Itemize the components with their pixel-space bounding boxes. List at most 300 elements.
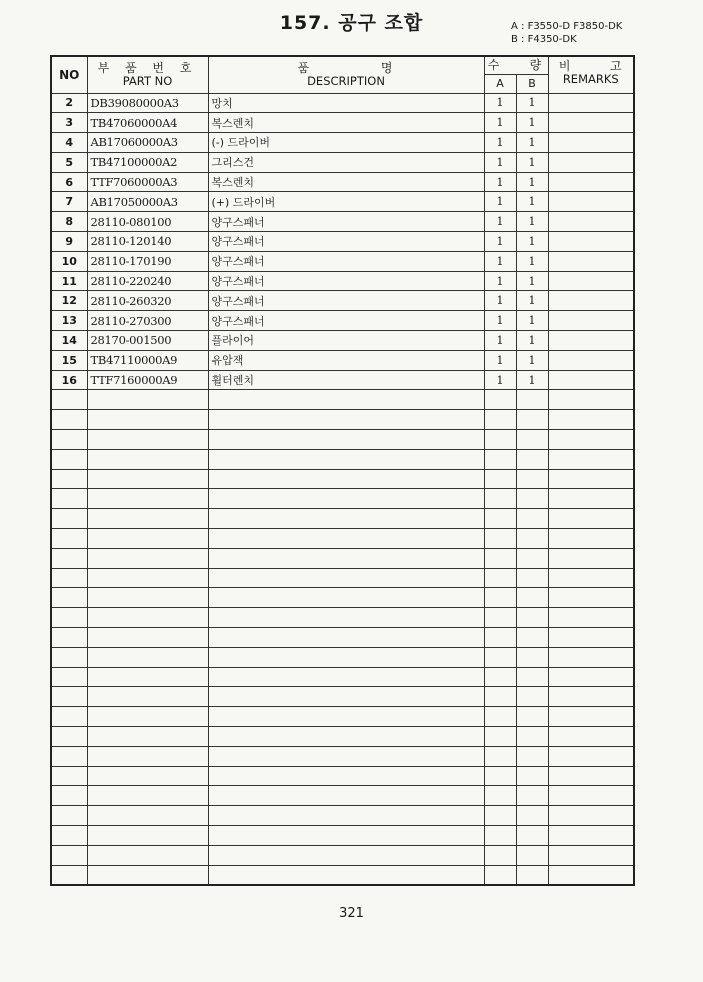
row-remarks [548,390,634,410]
row-part-no [87,865,208,885]
row-qty-b [516,608,548,628]
row-part-no [87,548,208,568]
row-no [51,449,87,469]
row-remarks [548,766,634,786]
row-qty-b [516,687,548,707]
row-remarks [548,509,634,529]
row-qty-a: 1 [484,232,516,252]
row-qty-b: 1 [516,93,548,113]
row-remarks [548,93,634,113]
header-description [208,56,484,93]
row-qty-a [484,628,516,648]
table-row [51,311,634,331]
row-qty-b [516,509,548,529]
table-row [51,331,634,351]
row-part-no: TB47100000A2 [87,152,208,172]
row-description [208,548,484,568]
table-row [51,608,634,628]
row-part-no [87,667,208,687]
row-description: 양구스패너 [208,311,484,331]
row-remarks [548,172,634,192]
row-description: 플라이어 [208,331,484,351]
row-description [208,727,484,747]
header-remarks-en: REMARKS [562,72,619,86]
row-description [208,647,484,667]
table-row [51,548,634,568]
row-part-no [87,687,208,707]
row-part-no [87,786,208,806]
table-row [51,727,634,747]
table-row [51,746,634,766]
row-part-no [87,727,208,747]
row-remarks [548,192,634,212]
table-row [51,469,634,489]
parts-table [50,55,635,886]
header-remarks [548,56,634,93]
header-qty: 수 량 [484,56,548,74]
row-remarks [548,825,634,845]
table-row [51,212,634,232]
row-qty-b [516,390,548,410]
row-qty-b: 1 [516,152,548,172]
row-qty-b [516,529,548,549]
model-legend [511,20,622,46]
table-row [51,766,634,786]
model-legend-b: B : F4350-DK [511,34,577,45]
row-qty-b: 1 [516,113,548,133]
row-part-no [87,647,208,667]
row-remarks [548,133,634,153]
row-remarks [548,529,634,549]
table-row [51,449,634,469]
row-qty-a: 1 [484,370,516,390]
row-description: 휠터렌치 [208,370,484,390]
row-no [51,845,87,865]
row-description: 양구스패너 [208,271,484,291]
row-description [208,806,484,826]
row-remarks [548,667,634,687]
row-remarks [548,331,634,351]
row-part-no [87,529,208,549]
row-qty-a: 1 [484,192,516,212]
row-part-no [87,568,208,588]
row-qty-a [484,390,516,410]
row-part-no [87,746,208,766]
header-qty-b: B [516,74,548,93]
row-qty-a [484,766,516,786]
row-qty-b [516,449,548,469]
row-qty-a [484,568,516,588]
row-no: 2 [51,93,87,113]
row-no [51,825,87,845]
table-row [51,93,634,113]
row-qty-b [516,588,548,608]
table-row [51,489,634,509]
row-remarks [548,449,634,469]
row-remarks [548,647,634,667]
row-no [51,608,87,628]
row-qty-a: 1 [484,172,516,192]
row-qty-a: 1 [484,291,516,311]
header-qty-a: A [484,74,516,93]
row-no: 14 [51,331,87,351]
row-part-no [87,489,208,509]
row-part-no: TTF7160000A9 [87,370,208,390]
row-remarks [548,786,634,806]
row-part-no: 28110-170190 [87,251,208,271]
row-description [208,845,484,865]
row-part-no: TB47110000A9 [87,350,208,370]
page-title: 157. 공구 조합 [279,12,424,34]
row-part-no [87,628,208,648]
header-desc-en: DESCRIPTION [307,74,385,89]
row-qty-a [484,786,516,806]
header-remarks-kr: 비 고 [558,59,623,73]
row-part-no: TB47060000A4 [87,113,208,133]
row-qty-a [484,449,516,469]
row-qty-a: 1 [484,271,516,291]
row-description [208,469,484,489]
row-remarks [548,271,634,291]
row-remarks [548,548,634,568]
row-qty-b [516,568,548,588]
row-part-no [87,845,208,865]
row-remarks [548,350,634,370]
row-qty-b [516,410,548,430]
row-part-no: 28110-080100 [87,212,208,232]
row-part-no: 28110-270300 [87,311,208,331]
row-description [208,746,484,766]
row-no [51,588,87,608]
row-part-no [87,608,208,628]
row-qty-b [516,825,548,845]
row-no [51,687,87,707]
row-no: 7 [51,192,87,212]
row-qty-b: 1 [516,331,548,351]
row-part-no [87,469,208,489]
row-part-no: TTF7060000A3 [87,172,208,192]
row-qty-b: 1 [516,311,548,331]
table-row [51,232,634,252]
row-qty-a: 1 [484,311,516,331]
row-description [208,568,484,588]
row-remarks [548,469,634,489]
row-no [51,865,87,885]
row-remarks [548,806,634,826]
row-no [51,667,87,687]
row-description: 양구스패너 [208,291,484,311]
row-description: 양구스패너 [208,212,484,232]
row-part-no [87,806,208,826]
row-qty-a [484,865,516,885]
row-qty-a: 1 [484,251,516,271]
table-row [51,806,634,826]
row-part-no: 28110-120140 [87,232,208,252]
row-qty-b: 1 [516,192,548,212]
row-qty-a: 1 [484,350,516,370]
row-qty-b: 1 [516,172,548,192]
row-part-no [87,588,208,608]
row-qty-b [516,548,548,568]
row-remarks [548,707,634,727]
row-qty-b [516,707,548,727]
row-qty-a [484,825,516,845]
row-part-no [87,390,208,410]
row-qty-a [484,687,516,707]
row-qty-a [484,647,516,667]
row-qty-b: 1 [516,291,548,311]
row-remarks [548,212,634,232]
table-row [51,192,634,212]
row-no [51,727,87,747]
table-row [51,430,634,450]
row-qty-a: 1 [484,152,516,172]
row-description [208,390,484,410]
row-no: 6 [51,172,87,192]
row-qty-a [484,529,516,549]
row-qty-b [516,430,548,450]
header-part-en: PART NO [122,74,173,89]
header-no: NO [51,56,87,93]
row-remarks [548,113,634,133]
row-qty-b: 1 [516,232,548,252]
row-no [51,707,87,727]
row-description: 유압잭 [208,350,484,370]
table-row [51,707,634,727]
table-row [51,370,634,390]
row-description [208,489,484,509]
row-qty-a [484,509,516,529]
row-qty-a [484,746,516,766]
table-row [51,271,634,291]
row-description [208,865,484,885]
table-row [51,786,634,806]
page-number: 321 [339,906,364,921]
row-no: 13 [51,311,87,331]
row-no: 15 [51,350,87,370]
row-qty-a [484,588,516,608]
row-no [51,410,87,430]
row-no [51,469,87,489]
row-no: 4 [51,133,87,153]
row-part-no [87,449,208,469]
row-remarks [548,291,634,311]
row-remarks [548,628,634,648]
row-description: 복스렌치 [208,113,484,133]
row-qty-b: 1 [516,133,548,153]
row-no: 8 [51,212,87,232]
table-row [51,133,634,153]
row-remarks [548,727,634,747]
table-row [51,251,634,271]
row-remarks [548,410,634,430]
row-description [208,786,484,806]
table-row [51,667,634,687]
row-part-no: AB17060000A3 [87,133,208,153]
row-description [208,687,484,707]
row-description: 망치 [208,93,484,113]
row-qty-b [516,806,548,826]
row-remarks [548,152,634,172]
row-no [51,390,87,410]
row-qty-b [516,766,548,786]
row-description [208,628,484,648]
row-qty-a [484,489,516,509]
row-no: 3 [51,113,87,133]
row-no [51,568,87,588]
row-no [51,430,87,450]
row-part-no: 28110-220240 [87,271,208,291]
table-row [51,687,634,707]
table-row [51,865,634,885]
row-qty-a [484,727,516,747]
row-remarks [548,687,634,707]
row-part-no: 28110-260320 [87,291,208,311]
row-no [51,529,87,549]
row-part-no [87,707,208,727]
table-row [51,568,634,588]
header-desc-kr: 품 명 [297,61,395,76]
model-legend-a: A : F3550-D F3850-DK [511,21,623,32]
table-row [51,390,634,410]
table-row [51,647,634,667]
row-part-no [87,410,208,430]
row-description [208,588,484,608]
parts-rows [51,93,634,885]
row-qty-b [516,786,548,806]
row-no [51,746,87,766]
row-remarks [548,568,634,588]
row-qty-b [516,469,548,489]
row-qty-a [484,548,516,568]
row-description [208,707,484,727]
table-row [51,291,634,311]
row-qty-a [484,410,516,430]
table-row [51,113,634,133]
row-remarks [548,489,634,509]
row-qty-b: 1 [516,271,548,291]
row-no: 5 [51,152,87,172]
row-qty-a: 1 [484,133,516,153]
row-qty-a: 1 [484,113,516,133]
row-qty-a: 1 [484,212,516,232]
row-qty-b: 1 [516,212,548,232]
row-remarks [548,865,634,885]
row-description: 복스렌치 [208,172,484,192]
row-description [208,608,484,628]
row-description [208,449,484,469]
row-qty-a [484,845,516,865]
row-remarks [548,845,634,865]
header-part-kr: 부 품 번 호 [97,61,198,76]
row-no: 11 [51,271,87,291]
row-remarks [548,232,634,252]
row-no [51,628,87,648]
row-remarks [548,370,634,390]
row-qty-a [484,430,516,450]
row-qty-b [516,727,548,747]
row-description [208,766,484,786]
row-no: 12 [51,291,87,311]
row-no: 16 [51,370,87,390]
row-no [51,766,87,786]
row-qty-a [484,469,516,489]
row-description [208,667,484,687]
row-part-no: DB39080000A3 [87,93,208,113]
header-part-no [87,56,208,93]
row-description: (+) 드라이버 [208,192,484,212]
table-row [51,825,634,845]
row-qty-b [516,667,548,687]
row-description [208,825,484,845]
row-remarks [548,251,634,271]
row-qty-a [484,707,516,727]
row-description: 양구스패너 [208,232,484,252]
row-description [208,430,484,450]
row-no [51,786,87,806]
row-remarks [548,430,634,450]
row-no: 10 [51,251,87,271]
row-qty-b [516,746,548,766]
row-remarks [548,311,634,331]
row-no: 9 [51,232,87,252]
table-row [51,529,634,549]
row-qty-a [484,667,516,687]
row-description: (-) 드라이버 [208,133,484,153]
row-qty-b: 1 [516,350,548,370]
table-row [51,172,634,192]
row-remarks [548,608,634,628]
row-qty-b [516,489,548,509]
table-row [51,628,634,648]
row-qty-b: 1 [516,251,548,271]
table-row [51,509,634,529]
row-description: 그리스건 [208,152,484,172]
row-part-no: 28170-001500 [87,331,208,351]
table-row [51,152,634,172]
row-description [208,529,484,549]
table-row [51,588,634,608]
row-qty-b [516,865,548,885]
row-part-no [87,509,208,529]
row-qty-a [484,806,516,826]
row-part-no: AB17050000A3 [87,192,208,212]
table-row [51,845,634,865]
row-qty-a: 1 [484,93,516,113]
row-no [51,509,87,529]
row-qty-a: 1 [484,331,516,351]
row-qty-a [484,608,516,628]
row-description [208,410,484,430]
row-part-no [87,766,208,786]
row-qty-b [516,628,548,648]
table-row [51,410,634,430]
row-no [51,806,87,826]
row-no [51,548,87,568]
row-part-no [87,825,208,845]
row-qty-b [516,647,548,667]
row-description [208,509,484,529]
table-row [51,350,634,370]
row-qty-b [516,845,548,865]
row-part-no [87,430,208,450]
row-qty-b: 1 [516,370,548,390]
row-no [51,647,87,667]
row-description: 양구스패너 [208,251,484,271]
row-no [51,489,87,509]
row-remarks [548,746,634,766]
row-remarks [548,588,634,608]
